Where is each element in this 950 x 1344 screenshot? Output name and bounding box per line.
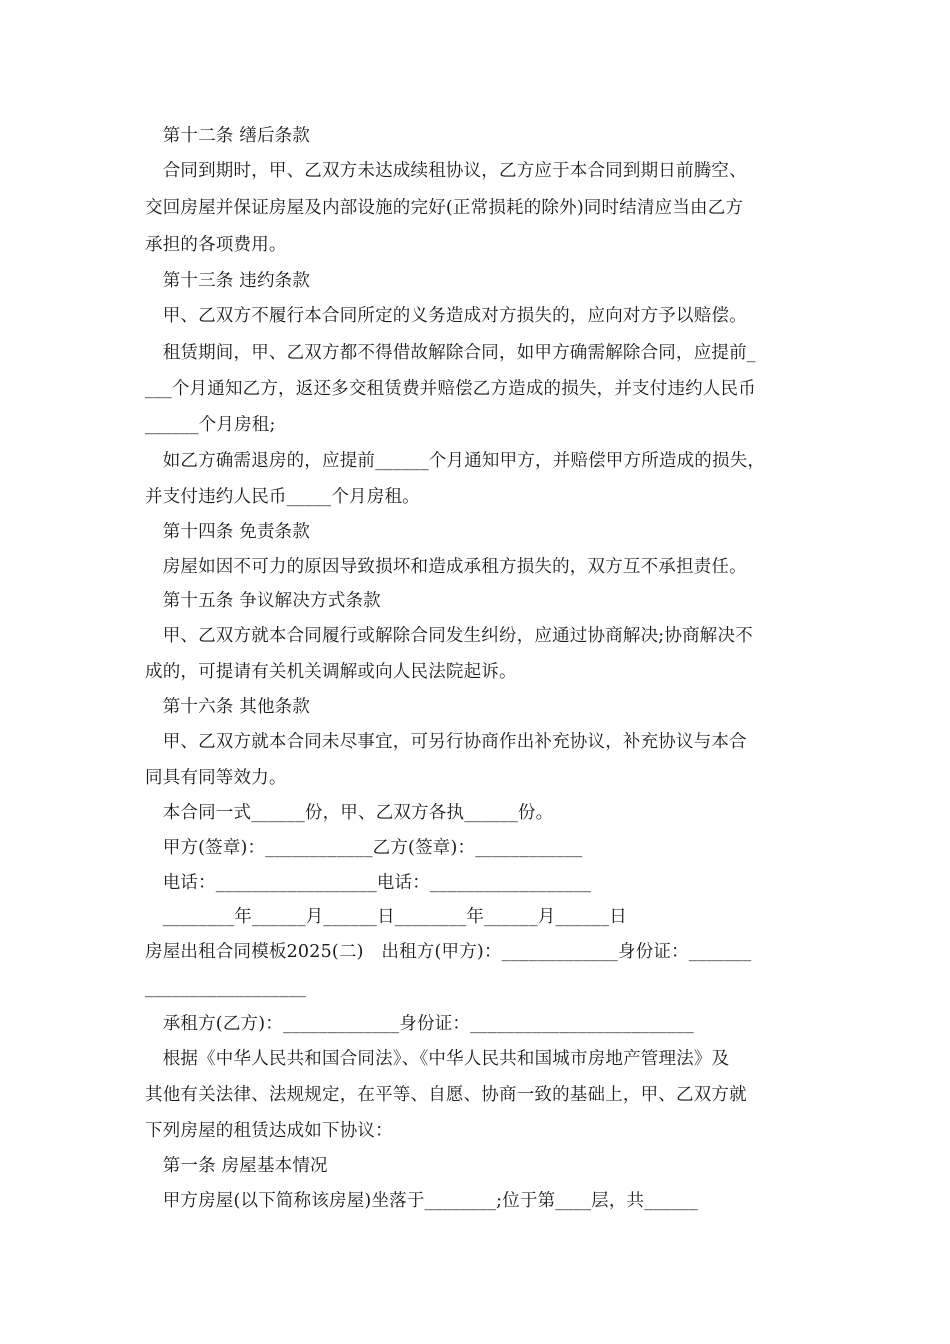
paragraph-line: 如乙方确需退房的，应提前______个月通知甲方，并赔偿甲方所造成的损失， bbox=[145, 451, 766, 471]
paragraph-line: 合同到期时，甲、乙双方未达成续租协议，乙方应于本合同到期日前腾空、 bbox=[145, 161, 747, 181]
article-15-heading: 第十五条 争议解决方式条款 bbox=[145, 591, 381, 611]
paragraph-line: 并支付违约人民币_____个月房租。 bbox=[145, 487, 420, 507]
paragraph-line: 交回房屋并保证房屋及内部设施的完好(正常损耗的除外)同时结清应当由乙方 bbox=[145, 198, 744, 218]
paragraph-line: 甲、乙双方不履行本合同所定的义务造成对方损失的，应向对方予以赔偿。 bbox=[145, 306, 747, 326]
paragraph-line: 同具有同等效力。 bbox=[145, 768, 287, 788]
signature-line: 甲方(签章)：____________乙方(签章)：____________ bbox=[145, 838, 583, 858]
paragraph-line: ______个月房租; bbox=[145, 415, 276, 435]
paragraph-line: 甲、乙双方就本合同未尽事宜，可另行协商作出补充协议，补充协议与本合 bbox=[145, 732, 747, 752]
article-12-heading: 第十二条 缮后条款 bbox=[145, 126, 311, 146]
paragraph-line: 承担的各项费用。 bbox=[145, 235, 287, 255]
paragraph-line: 成的，可提请有关机关调解或向人民法院起诉。 bbox=[145, 662, 517, 682]
lessee-line: 承租方(乙方)：_____________身份证：_________________________ bbox=[145, 1014, 694, 1034]
article-16-heading: 第十六条 其他条款 bbox=[145, 697, 311, 717]
paragraph-line: ___个月通知乙方，返还多交租赁费并赔偿乙方造成的损失，并支付违约人民币 bbox=[145, 379, 756, 399]
paragraph-line: 甲方房屋(以下简称该房屋)坐落于________;位于第____层，共______ bbox=[145, 1191, 698, 1211]
article-14-heading: 第十四条 免责条款 bbox=[145, 522, 311, 542]
article-13-heading: 第十三条 违约条款 bbox=[145, 271, 311, 291]
paragraph-line: 租赁期间，甲、乙双方都不得借故解除合同，如甲方确需解除合同，应提前_ bbox=[145, 343, 756, 363]
id-blank-line: __________________ bbox=[145, 978, 307, 998]
phone-line: 电话：__________________电话：__________________ bbox=[145, 873, 592, 893]
copies-line: 本合同一式______份，甲、乙双方各执______份。 bbox=[145, 803, 554, 823]
paragraph-line: 下列房屋的租赁达成如下协议： bbox=[145, 1121, 393, 1141]
paragraph-line: 根据《中华人民共和国合同法》、《中华人民共和国城市房地产管理法》及 bbox=[145, 1049, 730, 1069]
article-1-heading: 第一条 房屋基本情况 bbox=[145, 1156, 328, 1176]
date-line: ________年______月______日________年______月______日 bbox=[145, 907, 627, 927]
paragraph-line: 其他有关法律、法规规定，在平等、自愿、协商一致的基础上，甲、乙双方就 bbox=[145, 1085, 747, 1105]
paragraph-line: 甲、乙双方就本合同履行或解除合同发生纠纷，应通过协商解决;协商解决不 bbox=[145, 626, 753, 646]
paragraph-line: 房屋如因不可力的原因导致损坏和造成承租方损失的，双方互不承担责任。 bbox=[145, 557, 747, 577]
template-title-line: 房屋出租合同模板2025(二) 出租方(甲方)：_____________身份证：_______ bbox=[145, 942, 752, 962]
